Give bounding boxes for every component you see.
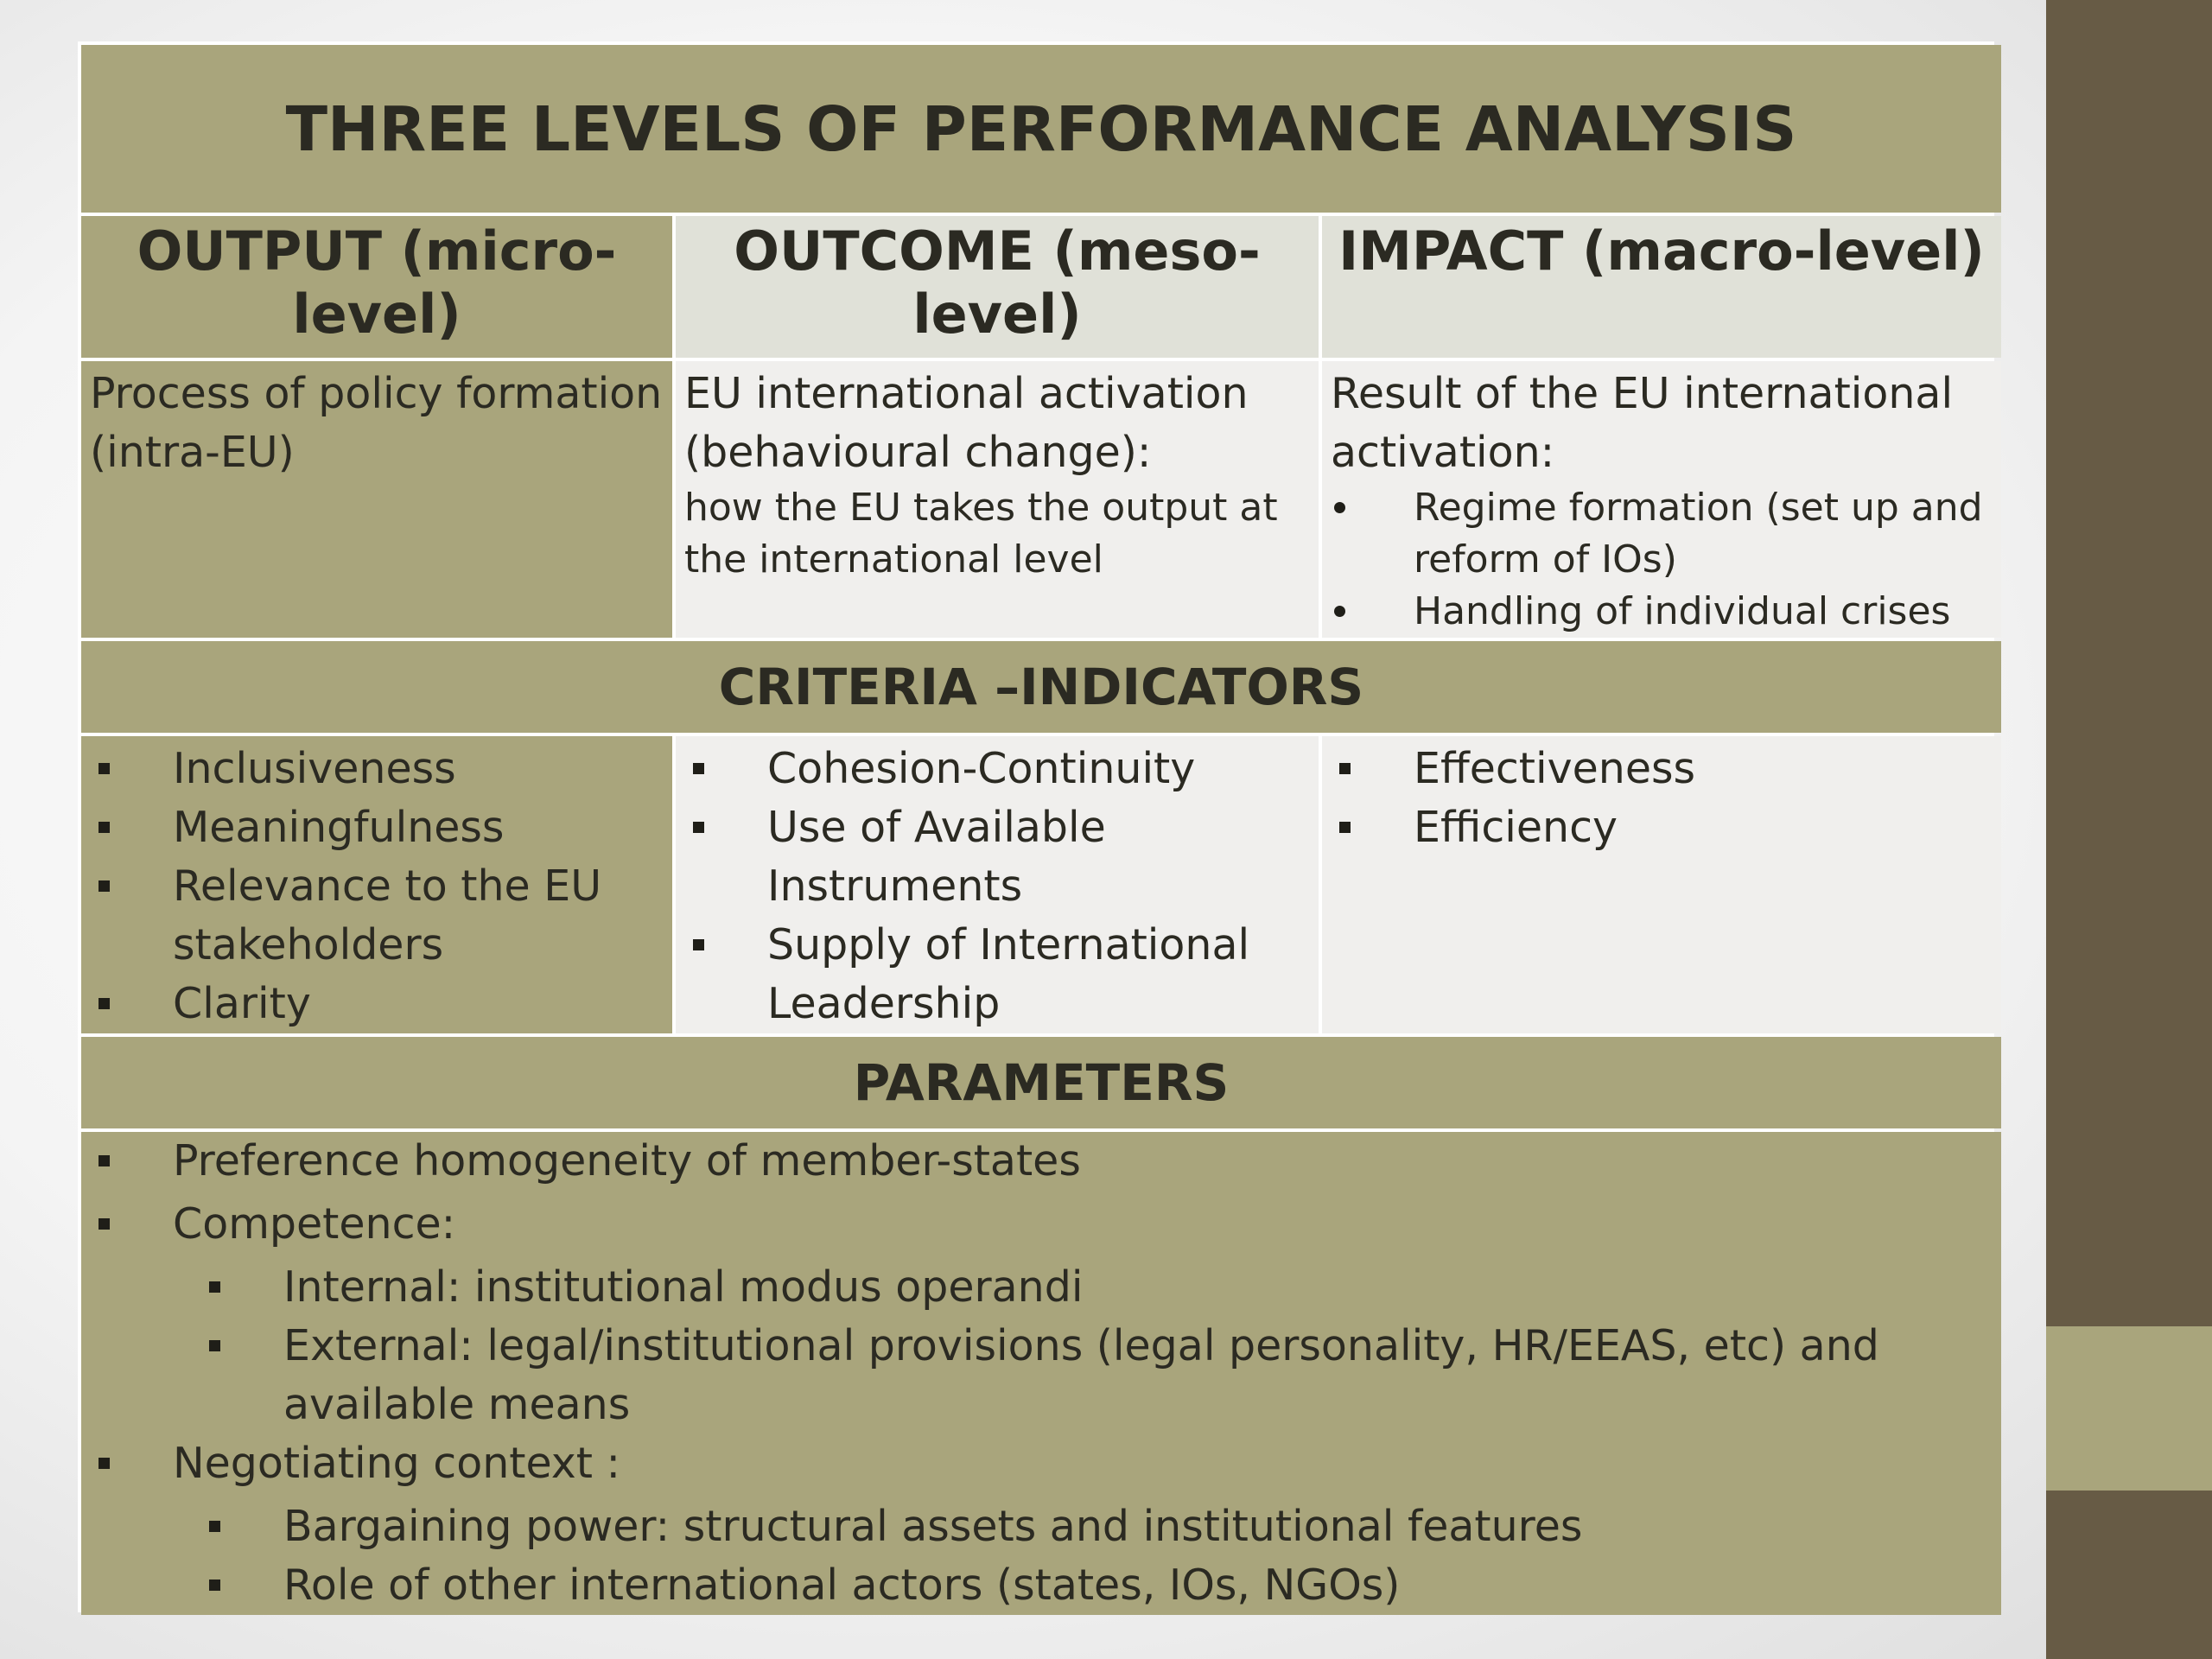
parameters-heading: PARAMETERS bbox=[81, 1037, 2001, 1128]
outcome-description bbox=[676, 361, 1319, 638]
outcome-criteria bbox=[676, 736, 1319, 1033]
competence-sublist bbox=[90, 1258, 1993, 1434]
negotiating-sublist bbox=[90, 1497, 1993, 1615]
list-item: Effectiveness bbox=[1331, 740, 1993, 798]
output-description bbox=[81, 361, 672, 638]
list-item: Handling of individual crises bbox=[1331, 586, 1993, 638]
list-item: Regime formation (set up and reform of IOs) bbox=[1331, 482, 1993, 586]
list-item: Cohesion-Continuity bbox=[684, 740, 1310, 798]
list-item: Internal: institutional modus operandi bbox=[90, 1258, 1993, 1317]
list-item: Clarity bbox=[90, 975, 664, 1033]
parameters-list bbox=[90, 1132, 1993, 1254]
list-item: Inclusiveness bbox=[90, 740, 664, 798]
analysis-table bbox=[78, 41, 2005, 1618]
outcome-description-main: EU international activation (behavioural change): bbox=[684, 369, 1249, 477]
list-item: Bargaining power: structural assets and institutional features bbox=[90, 1497, 1993, 1556]
outcome-description-detail: how the EU takes the output at the international level bbox=[684, 486, 1278, 582]
list-item: Role of other international actors (states, IOs, NGOs) bbox=[90, 1556, 1993, 1615]
output-criteria-list bbox=[90, 740, 664, 1033]
parameters-body bbox=[81, 1132, 2001, 1615]
side-accent bbox=[2046, 1326, 2212, 1491]
impact-description bbox=[1322, 361, 2001, 638]
outcome-heading: OUTCOME (meso-level) bbox=[676, 216, 1319, 358]
output-heading: OUTPUT (micro-level) bbox=[81, 216, 672, 358]
impact-list bbox=[1331, 482, 1993, 638]
impact-criteria bbox=[1322, 736, 2001, 1033]
list-item: Relevance to the EU stakeholders bbox=[90, 857, 664, 975]
impact-criteria-list bbox=[1331, 740, 1993, 857]
output-description-text: Process of policy formation (intra-EU) bbox=[90, 369, 663, 477]
output-criteria bbox=[81, 736, 672, 1033]
impact-description-main: Result of the EU international activation: bbox=[1331, 369, 1954, 477]
list-item: Negotiating context : bbox=[90, 1434, 1993, 1493]
list-item: Use of Available Instruments bbox=[684, 798, 1310, 916]
list-item: Supply of International Leadership bbox=[684, 916, 1310, 1033]
list-item: Competence: bbox=[90, 1195, 1993, 1254]
impact-heading: IMPACT (macro-level) bbox=[1322, 216, 2001, 358]
performance-table bbox=[78, 41, 1994, 1612]
outcome-criteria-list bbox=[684, 740, 1310, 1033]
list-item: Preference homogeneity of member-states bbox=[90, 1132, 1993, 1191]
list-item: Meaningfulness bbox=[90, 798, 664, 857]
criteria-heading: CRITERIA –INDICATORS bbox=[81, 641, 2001, 733]
parameters-list-continued bbox=[90, 1434, 1993, 1493]
list-item: Efficiency bbox=[1331, 798, 1993, 857]
table-title: THREE LEVELS OF PERFORMANCE ANALYSIS bbox=[81, 45, 2001, 213]
list-item: External: legal/institutional provisions (legal personality, HR/EEAS, etc) and available means bbox=[90, 1317, 1993, 1434]
